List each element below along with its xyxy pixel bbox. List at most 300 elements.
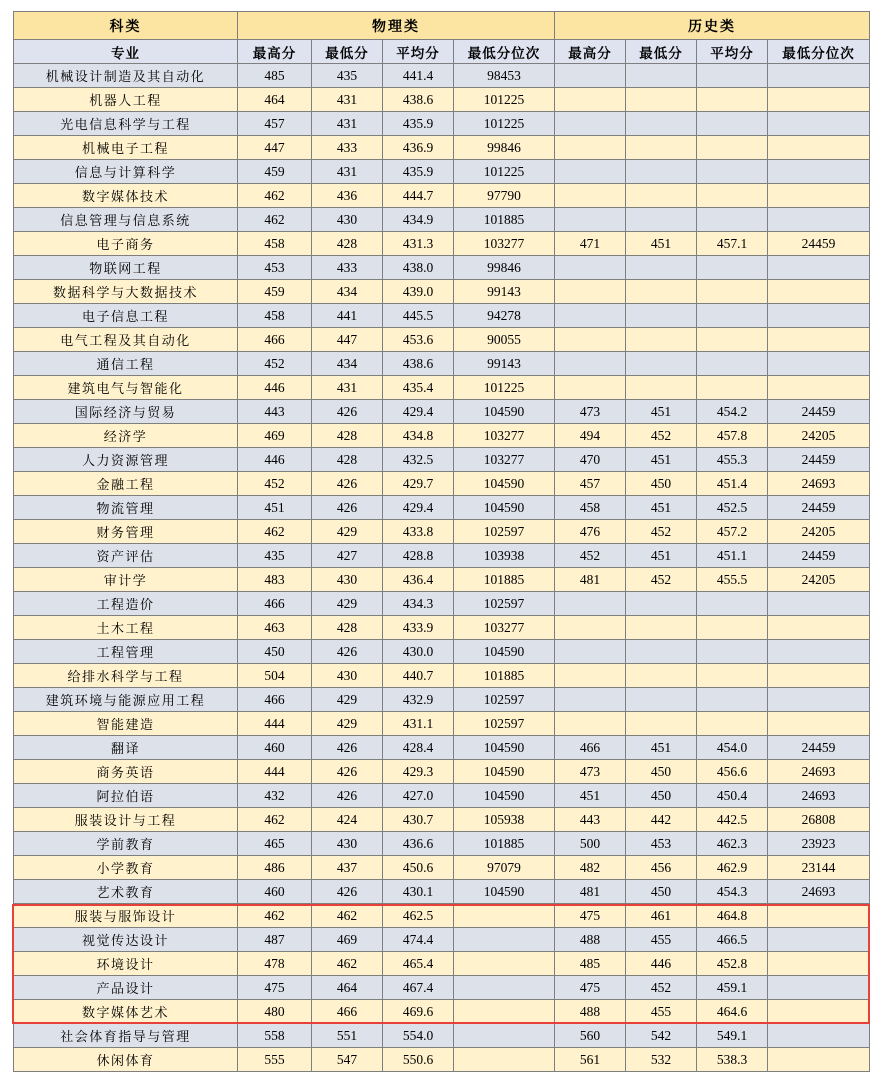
category-header: 科类: [14, 12, 238, 40]
history-max-cell: 471: [555, 232, 626, 256]
history-rank-cell: 24459: [768, 448, 870, 472]
physics-avg-cell: 441.4: [383, 64, 454, 88]
physics-avg-cell: 550.6: [383, 1048, 454, 1072]
physics-max-cell: 452: [238, 352, 312, 376]
history-min-cell: 452: [626, 520, 697, 544]
history-min-cell: [626, 280, 697, 304]
physics-avg-cell: 439.0: [383, 280, 454, 304]
major-name-cell: 工程管理: [14, 640, 238, 664]
history-min-cell: [626, 184, 697, 208]
history-max-cell: [555, 664, 626, 688]
table-row: [14, 328, 870, 352]
physics-min-cell: 435: [312, 64, 383, 88]
major-name-cell: 经济学: [14, 424, 238, 448]
physics-avg-cell: 440.7: [383, 664, 454, 688]
major-name-cell: 工程造价: [14, 592, 238, 616]
physics-rank-cell: 98453: [454, 64, 555, 88]
history-avg-cell: [697, 160, 768, 184]
history-max-cell: 451: [555, 784, 626, 808]
history-max-cell: 488: [555, 1000, 626, 1024]
physics-max-cell: 459: [238, 160, 312, 184]
history-min-cell: 542: [626, 1024, 697, 1048]
history-max-cell: 485: [555, 952, 626, 976]
history-min-cell: 446: [626, 952, 697, 976]
major-name-cell: 土木工程: [14, 616, 238, 640]
physics-max-cell: 478: [238, 952, 312, 976]
history-max-cell: [555, 112, 626, 136]
major-name-cell: 学前教育: [14, 832, 238, 856]
history-rank-cell: 24693: [768, 472, 870, 496]
history-max-cell: [555, 328, 626, 352]
major-name-cell: 资产评估: [14, 544, 238, 568]
physics-min-cell: 429: [312, 688, 383, 712]
history-max-cell: 481: [555, 880, 626, 904]
physics-max-cell: 463: [238, 616, 312, 640]
history-min-cell: [626, 352, 697, 376]
physics-min-cell: 428: [312, 616, 383, 640]
physics-rank-cell: [454, 976, 555, 1000]
physics-min-cell: 428: [312, 448, 383, 472]
history-rank-cell: 23923: [768, 832, 870, 856]
physics-min-cell: 426: [312, 472, 383, 496]
physics-max-cell: 466: [238, 688, 312, 712]
physics-avg-cell: 474.4: [383, 928, 454, 952]
history-min-cell: [626, 256, 697, 280]
physics-min-cell: 466: [312, 1000, 383, 1024]
physics-rank-cell: 101225: [454, 88, 555, 112]
major-name-cell: 物流管理: [14, 496, 238, 520]
table-row: [14, 472, 870, 496]
major-name-cell: 视觉传达设计: [14, 928, 238, 952]
major-name-cell: 智能建造: [14, 712, 238, 736]
history-min-cell: [626, 592, 697, 616]
physics-avg-cell: 429.4: [383, 400, 454, 424]
history-max-cell: 473: [555, 400, 626, 424]
history-min-cell: 451: [626, 544, 697, 568]
history-max-cell: [555, 208, 626, 232]
history-avg-cell: 462.3: [697, 832, 768, 856]
physics-min-cell: 447: [312, 328, 383, 352]
physics-avg-cell: 429.3: [383, 760, 454, 784]
physics-avg-cell: 430.0: [383, 640, 454, 664]
history-min-cell: [626, 712, 697, 736]
physics-rank-cell: 99143: [454, 280, 555, 304]
history-min-cell: [626, 664, 697, 688]
physics-avg-cell: 430.1: [383, 880, 454, 904]
history-min-cell: 461: [626, 904, 697, 928]
physics-rank-cell: 94278: [454, 304, 555, 328]
history-min-cell: 450: [626, 760, 697, 784]
physics-min-cell: 430: [312, 568, 383, 592]
physics-avg-header: 平均分: [383, 40, 454, 64]
table-row: [14, 592, 870, 616]
physics-min-cell: 469: [312, 928, 383, 952]
history-min-cell: 452: [626, 568, 697, 592]
major-name-cell: 信息与计算科学: [14, 160, 238, 184]
history-max-cell: [555, 640, 626, 664]
history-rank-cell: [768, 712, 870, 736]
physics-avg-cell: 445.5: [383, 304, 454, 328]
history-avg-cell: [697, 184, 768, 208]
physics-min-cell: 462: [312, 904, 383, 928]
history-max-cell: [555, 304, 626, 328]
physics-max-cell: 462: [238, 808, 312, 832]
history-avg-cell: 452.5: [697, 496, 768, 520]
history-avg-cell: [697, 712, 768, 736]
physics-min-cell: 433: [312, 256, 383, 280]
physics-min-cell: 430: [312, 208, 383, 232]
physics-min-cell: 431: [312, 376, 383, 400]
physics-avg-cell: 554.0: [383, 1024, 454, 1048]
history-avg-cell: 455.3: [697, 448, 768, 472]
major-name-cell: 产品设计: [14, 976, 238, 1000]
table-row: [14, 736, 870, 760]
major-name-cell: 通信工程: [14, 352, 238, 376]
history-rank-cell: 24693: [768, 880, 870, 904]
history-rank-cell: [768, 616, 870, 640]
major-name-cell: 翻译: [14, 736, 238, 760]
major-column-header: 专业: [14, 40, 238, 64]
physics-max-cell: 466: [238, 592, 312, 616]
table-row: [14, 520, 870, 544]
table-row: [14, 400, 870, 424]
table-row: [14, 88, 870, 112]
physics-max-cell: 480: [238, 1000, 312, 1024]
major-name-cell: 小学教育: [14, 856, 238, 880]
history-rank-cell: 24693: [768, 760, 870, 784]
physics-rank-cell: 103277: [454, 616, 555, 640]
physics-min-cell: 427: [312, 544, 383, 568]
history-max-cell: 561: [555, 1048, 626, 1072]
physics-avg-cell: 435.9: [383, 160, 454, 184]
physics-max-cell: 460: [238, 736, 312, 760]
history-rank-cell: [768, 64, 870, 88]
physics-min-cell: 426: [312, 736, 383, 760]
physics-avg-cell: 433.8: [383, 520, 454, 544]
history-min-cell: [626, 64, 697, 88]
table-row: [14, 1000, 870, 1024]
history-min-header: 最低分: [626, 40, 697, 64]
history-min-cell: 453: [626, 832, 697, 856]
history-max-cell: [555, 184, 626, 208]
history-min-cell: [626, 208, 697, 232]
physics-max-cell: 466: [238, 328, 312, 352]
major-name-cell: 信息管理与信息系统: [14, 208, 238, 232]
history-max-cell: 457: [555, 472, 626, 496]
physics-min-cell: 430: [312, 832, 383, 856]
history-max-cell: 560: [555, 1024, 626, 1048]
history-max-header: 最高分: [555, 40, 626, 64]
history-max-cell: 482: [555, 856, 626, 880]
history-avg-header: 平均分: [697, 40, 768, 64]
physics-max-cell: 462: [238, 520, 312, 544]
physics-rank-cell: 102597: [454, 592, 555, 616]
history-avg-cell: [697, 352, 768, 376]
history-avg-cell: [697, 616, 768, 640]
history-rank-cell: [768, 328, 870, 352]
physics-rank-cell: [454, 1024, 555, 1048]
physics-avg-cell: 435.4: [383, 376, 454, 400]
history-avg-cell: 464.8: [697, 904, 768, 928]
table-row: [14, 976, 870, 1000]
physics-max-cell: 458: [238, 232, 312, 256]
physics-max-cell: 458: [238, 304, 312, 328]
history-rank-cell: [768, 304, 870, 328]
history-avg-cell: 455.5: [697, 568, 768, 592]
physics-rank-cell: 99846: [454, 256, 555, 280]
history-avg-cell: [697, 88, 768, 112]
physics-rank-cell: 104590: [454, 400, 555, 424]
history-avg-cell: [697, 304, 768, 328]
history-min-cell: 451: [626, 400, 697, 424]
major-name-cell: 社会体育指导与管理: [14, 1024, 238, 1048]
table-row: [14, 616, 870, 640]
history-rank-cell: 26808: [768, 808, 870, 832]
history-rank-cell: 24693: [768, 784, 870, 808]
major-name-cell: 建筑电气与智能化: [14, 376, 238, 400]
major-name-cell: 电子商务: [14, 232, 238, 256]
physics-rank-cell: 101225: [454, 112, 555, 136]
history-max-cell: [555, 352, 626, 376]
table-body: [14, 64, 870, 1072]
table-row: [14, 568, 870, 592]
history-max-cell: 494: [555, 424, 626, 448]
major-name-cell: 光电信息科学与工程: [14, 112, 238, 136]
history-rank-cell: [768, 184, 870, 208]
history-group-header: 历史类: [555, 12, 870, 40]
physics-min-cell: 464: [312, 976, 383, 1000]
major-name-cell: 审计学: [14, 568, 238, 592]
table-row: [14, 856, 870, 880]
history-min-cell: [626, 328, 697, 352]
history-rank-cell: [768, 592, 870, 616]
history-min-cell: 451: [626, 448, 697, 472]
table-row: [14, 352, 870, 376]
history-rank-cell: [768, 256, 870, 280]
history-rank-cell: 24205: [768, 568, 870, 592]
physics-max-cell: 465: [238, 832, 312, 856]
table-row: [14, 808, 870, 832]
physics-rank-cell: 101225: [454, 376, 555, 400]
physics-rank-cell: 102597: [454, 520, 555, 544]
physics-max-cell: 462: [238, 184, 312, 208]
table-row: [14, 712, 870, 736]
history-min-cell: 442: [626, 808, 697, 832]
history-max-cell: 500: [555, 832, 626, 856]
history-max-cell: [555, 256, 626, 280]
table-row: [14, 928, 870, 952]
history-avg-cell: 454.0: [697, 736, 768, 760]
history-min-cell: [626, 376, 697, 400]
physics-avg-cell: 434.9: [383, 208, 454, 232]
physics-rank-cell: [454, 1048, 555, 1072]
table-row: [14, 904, 870, 928]
history-min-cell: [626, 616, 697, 640]
history-max-cell: [555, 136, 626, 160]
history-max-cell: [555, 592, 626, 616]
history-max-cell: [555, 160, 626, 184]
history-max-cell: 443: [555, 808, 626, 832]
history-rank-cell: [768, 352, 870, 376]
physics-rank-cell: 104590: [454, 784, 555, 808]
physics-rank-cell: 104590: [454, 472, 555, 496]
history-avg-cell: [697, 64, 768, 88]
physics-avg-cell: 438.6: [383, 88, 454, 112]
history-min-cell: 450: [626, 784, 697, 808]
physics-max-cell: 469: [238, 424, 312, 448]
history-rank-cell: [768, 664, 870, 688]
physics-max-cell: 558: [238, 1024, 312, 1048]
physics-avg-cell: 429.4: [383, 496, 454, 520]
table-row: [14, 160, 870, 184]
physics-avg-cell: 465.4: [383, 952, 454, 976]
physics-min-cell: 433: [312, 136, 383, 160]
history-rank-cell: 24459: [768, 544, 870, 568]
history-max-cell: [555, 712, 626, 736]
history-rank-cell: [768, 1048, 870, 1072]
physics-min-cell: 431: [312, 112, 383, 136]
history-avg-cell: [697, 328, 768, 352]
table-row: [14, 304, 870, 328]
history-max-cell: 473: [555, 760, 626, 784]
table-row: [14, 184, 870, 208]
history-max-cell: 466: [555, 736, 626, 760]
table-row: [14, 880, 870, 904]
history-avg-cell: 459.1: [697, 976, 768, 1000]
physics-max-cell: 462: [238, 208, 312, 232]
table-row: [14, 280, 870, 304]
physics-avg-cell: 430.7: [383, 808, 454, 832]
physics-rank-cell: 103277: [454, 232, 555, 256]
table-row: [14, 136, 870, 160]
major-name-cell: 机械设计制造及其自动化: [14, 64, 238, 88]
history-rank-cell: 24459: [768, 496, 870, 520]
physics-rank-cell: 102597: [454, 712, 555, 736]
physics-avg-cell: 432.9: [383, 688, 454, 712]
physics-max-cell: 457: [238, 112, 312, 136]
table-row: [14, 112, 870, 136]
history-min-cell: 532: [626, 1048, 697, 1072]
history-min-cell: [626, 688, 697, 712]
physics-min-cell: 437: [312, 856, 383, 880]
history-avg-cell: 450.4: [697, 784, 768, 808]
history-max-cell: 470: [555, 448, 626, 472]
physics-max-cell: 435: [238, 544, 312, 568]
physics-rank-cell: [454, 1000, 555, 1024]
physics-min-cell: 434: [312, 352, 383, 376]
history-rank-cell: [768, 1024, 870, 1048]
history-min-cell: 451: [626, 736, 697, 760]
history-min-cell: [626, 640, 697, 664]
history-avg-cell: 457.8: [697, 424, 768, 448]
physics-avg-cell: 427.0: [383, 784, 454, 808]
major-name-cell: 数据科学与大数据技术: [14, 280, 238, 304]
physics-min-cell: 429: [312, 712, 383, 736]
physics-max-cell: 462: [238, 904, 312, 928]
physics-min-cell: 426: [312, 640, 383, 664]
physics-rank-cell: 101885: [454, 664, 555, 688]
major-name-cell: 电子信息工程: [14, 304, 238, 328]
table-row: [14, 232, 870, 256]
physics-rank-cell: 104590: [454, 880, 555, 904]
major-name-cell: 阿拉伯语: [14, 784, 238, 808]
physics-rank-cell: 97079: [454, 856, 555, 880]
history-avg-cell: [697, 280, 768, 304]
physics-max-cell: 487: [238, 928, 312, 952]
history-avg-cell: 464.6: [697, 1000, 768, 1024]
physics-min-cell: 434: [312, 280, 383, 304]
history-avg-cell: 451.1: [697, 544, 768, 568]
physics-max-cell: 446: [238, 376, 312, 400]
physics-avg-cell: 462.5: [383, 904, 454, 928]
table-row: [14, 376, 870, 400]
history-max-cell: [555, 688, 626, 712]
history-avg-cell: [697, 640, 768, 664]
history-rank-cell: 24205: [768, 520, 870, 544]
history-avg-cell: 456.6: [697, 760, 768, 784]
history-rank-cell: 24459: [768, 736, 870, 760]
physics-max-cell: 444: [238, 760, 312, 784]
physics-rank-cell: [454, 904, 555, 928]
physics-min-cell: 462: [312, 952, 383, 976]
history-max-cell: 476: [555, 520, 626, 544]
physics-max-cell: 475: [238, 976, 312, 1000]
major-name-cell: 人力资源管理: [14, 448, 238, 472]
history-min-cell: 456: [626, 856, 697, 880]
history-min-cell: [626, 112, 697, 136]
physics-rank-cell: 97790: [454, 184, 555, 208]
history-avg-cell: 454.3: [697, 880, 768, 904]
history-max-cell: [555, 616, 626, 640]
history-max-cell: 458: [555, 496, 626, 520]
physics-min-cell: 426: [312, 496, 383, 520]
physics-rank-cell: 101225: [454, 160, 555, 184]
physics-rank-cell: 101885: [454, 832, 555, 856]
history-rank-cell: [768, 112, 870, 136]
history-max-cell: [555, 280, 626, 304]
physics-rank-cell: 99143: [454, 352, 555, 376]
header-row-category: [14, 12, 870, 40]
history-avg-cell: 549.1: [697, 1024, 768, 1048]
physics-min-cell: 547: [312, 1048, 383, 1072]
physics-max-cell: 452: [238, 472, 312, 496]
physics-avg-cell: 432.5: [383, 448, 454, 472]
physics-min-cell: 551: [312, 1024, 383, 1048]
history-rank-cell: [768, 904, 870, 928]
physics-avg-cell: 438.6: [383, 352, 454, 376]
admission-scores-table: [13, 11, 870, 1072]
physics-max-cell: 486: [238, 856, 312, 880]
physics-rank-cell: [454, 928, 555, 952]
physics-avg-cell: 428.8: [383, 544, 454, 568]
major-name-cell: 财务管理: [14, 520, 238, 544]
table-row: [14, 1024, 870, 1048]
history-max-cell: [555, 64, 626, 88]
physics-rank-cell: 105938: [454, 808, 555, 832]
physics-min-cell: 428: [312, 232, 383, 256]
major-name-cell: 机械电子工程: [14, 136, 238, 160]
history-avg-cell: [697, 376, 768, 400]
history-max-cell: 475: [555, 904, 626, 928]
history-min-cell: 455: [626, 1000, 697, 1024]
history-avg-cell: 454.2: [697, 400, 768, 424]
history-min-cell: 450: [626, 472, 697, 496]
physics-max-cell: 453: [238, 256, 312, 280]
major-name-cell: 机器人工程: [14, 88, 238, 112]
history-rank-cell: 23144: [768, 856, 870, 880]
table-row: [14, 208, 870, 232]
history-min-cell: [626, 136, 697, 160]
